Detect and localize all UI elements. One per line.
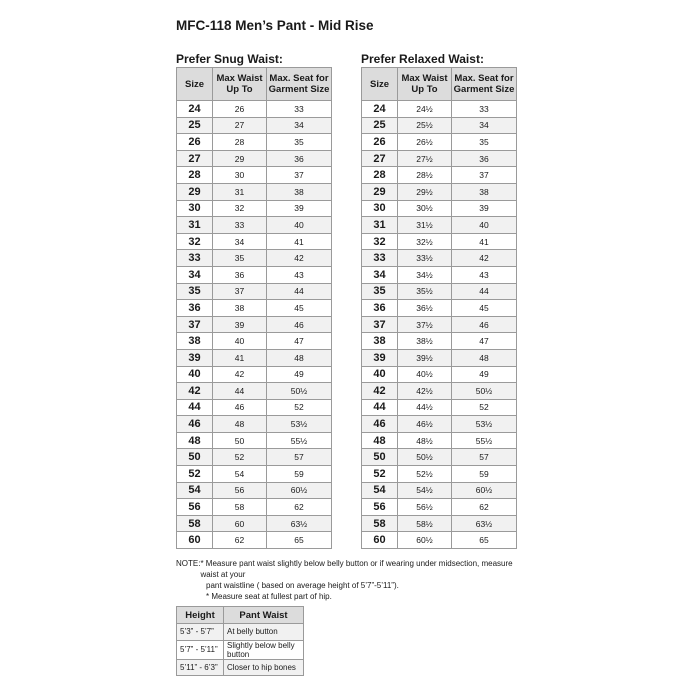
max-waist-cell: 31 [213, 183, 267, 200]
table-row [362, 250, 517, 267]
max-seat-cell: 41 [267, 233, 332, 250]
max-seat-cell: 39 [452, 200, 517, 217]
size-cell: 25 [177, 117, 213, 134]
max-seat-cell: 52 [452, 399, 517, 416]
size-cell: 36 [177, 300, 213, 317]
size-cell: 46 [177, 416, 213, 433]
max-waist-cell: 29½ [398, 183, 452, 200]
table-row [177, 466, 332, 483]
size-cell: 27 [362, 150, 398, 167]
table-row [362, 416, 517, 433]
size-cell: 30 [177, 200, 213, 217]
max-seat-cell: 42 [452, 250, 517, 267]
max-seat-cell: 60½ [267, 482, 332, 499]
table-row [362, 532, 517, 549]
table-row [362, 499, 517, 516]
max-seat-cell: 35 [267, 134, 332, 151]
table-row [177, 482, 332, 499]
max-seat-cell: 47 [452, 333, 517, 350]
max-seat-header: Max. Seat for Garment Size [267, 68, 332, 101]
max-waist-cell: 56½ [398, 499, 452, 516]
max-waist-cell: 40 [213, 333, 267, 350]
max-waist-cell: 37½ [398, 316, 452, 333]
note-line-2: pant waistline ( based on average height of 5’7”-5’11”). [206, 581, 399, 590]
max-waist-cell: 34 [213, 233, 267, 250]
height-cell: 5’7” - 5’11” [177, 640, 224, 659]
table-row [177, 117, 332, 134]
max-waist-cell: 36 [213, 266, 267, 283]
size-cell: 54 [177, 482, 213, 499]
max-waist-cell: 28 [213, 134, 267, 151]
max-waist-cell: 62 [213, 532, 267, 549]
max-waist-cell: 31½ [398, 217, 452, 234]
table-row [362, 383, 517, 400]
size-header: Size [177, 68, 213, 101]
max-seat-cell: 36 [267, 150, 332, 167]
size-cell: 26 [177, 134, 213, 151]
table-row [362, 183, 517, 200]
max-seat-cell: 38 [452, 183, 517, 200]
max-seat-cell: 44 [452, 283, 517, 300]
table-row [362, 466, 517, 483]
max-seat-cell: 59 [267, 466, 332, 483]
table-row [362, 300, 517, 317]
note-line-1: * Measure pant waist slightly below belly button or if wearing under midsection, measure waist at your [200, 559, 513, 579]
max-seat-cell: 48 [267, 349, 332, 366]
max-waist-cell: 34½ [398, 266, 452, 283]
max-seat-cell: 60½ [452, 482, 517, 499]
max-waist-cell: 50½ [398, 449, 452, 466]
size-cell: 38 [362, 333, 398, 350]
max-waist-cell: 44 [213, 383, 267, 400]
max-waist-cell: 58 [213, 499, 267, 516]
max-waist-cell: 39 [213, 316, 267, 333]
size-cell: 39 [177, 349, 213, 366]
max-seat-cell: 53½ [452, 416, 517, 433]
max-seat-cell: 36 [452, 150, 517, 167]
snug-section-title: Prefer Snug Waist: [176, 52, 283, 66]
table-row [177, 416, 332, 433]
size-cell: 42 [362, 383, 398, 400]
max-waist-header: Max Waist Up To [213, 68, 267, 101]
max-seat-cell: 37 [452, 167, 517, 184]
table-row [362, 432, 517, 449]
max-waist-cell: 60 [213, 515, 267, 532]
size-cell: 29 [177, 183, 213, 200]
max-seat-cell: 34 [452, 117, 517, 134]
size-cell: 56 [177, 499, 213, 516]
max-seat-cell: 55½ [452, 432, 517, 449]
max-waist-cell: 26½ [398, 134, 452, 151]
max-waist-cell: 54 [213, 466, 267, 483]
size-cell: 24 [177, 101, 213, 118]
table-row [362, 449, 517, 466]
table-row [177, 300, 332, 317]
size-cell: 58 [177, 515, 213, 532]
measurement-notes [176, 558, 521, 602]
table-row [177, 250, 332, 267]
table-row [362, 316, 517, 333]
max-waist-cell: 42½ [398, 383, 452, 400]
max-seat-cell: 46 [267, 316, 332, 333]
max-seat-cell: 49 [452, 366, 517, 383]
max-waist-cell: 38½ [398, 333, 452, 350]
table-row [362, 515, 517, 532]
max-waist-header: Max Waist Up To [398, 68, 452, 101]
table-row [362, 200, 517, 217]
size-cell: 36 [362, 300, 398, 317]
snug-size-table [176, 67, 332, 549]
size-cell: 26 [362, 134, 398, 151]
table-row [362, 283, 517, 300]
max-seat-cell: 45 [267, 300, 332, 317]
size-cell: 42 [177, 383, 213, 400]
max-seat-cell: 48 [452, 349, 517, 366]
size-cell: 31 [362, 217, 398, 234]
table-row [362, 482, 517, 499]
max-waist-cell: 48½ [398, 432, 452, 449]
table-row [177, 283, 332, 300]
size-cell: 31 [177, 217, 213, 234]
size-cell: 40 [177, 366, 213, 383]
table-row [177, 150, 332, 167]
max-waist-cell: 52½ [398, 466, 452, 483]
size-cell: 40 [362, 366, 398, 383]
max-waist-cell: 46 [213, 399, 267, 416]
max-seat-cell: 47 [267, 333, 332, 350]
size-cell: 46 [362, 416, 398, 433]
table-row [177, 399, 332, 416]
size-cell: 35 [177, 283, 213, 300]
max-waist-cell: 41 [213, 349, 267, 366]
max-waist-cell: 25½ [398, 117, 452, 134]
table-row [177, 134, 332, 151]
table-row [362, 134, 517, 151]
note-line-3: * Measure seat at fullest part of hip. [206, 592, 332, 601]
table-row [362, 217, 517, 234]
max-waist-cell: 56 [213, 482, 267, 499]
table-row [177, 183, 332, 200]
size-cell: 54 [362, 482, 398, 499]
size-cell: 56 [362, 499, 398, 516]
note-prefix: NOTE: [176, 559, 201, 568]
max-seat-cell: 42 [267, 250, 332, 267]
height-header: Height [177, 607, 224, 624]
max-waist-cell: 26 [213, 101, 267, 118]
max-waist-cell: 42 [213, 366, 267, 383]
max-seat-cell: 43 [452, 266, 517, 283]
max-waist-cell: 48 [213, 416, 267, 433]
header-row [362, 68, 517, 101]
table-row [177, 640, 304, 659]
table-row [362, 333, 517, 350]
max-waist-cell: 46½ [398, 416, 452, 433]
size-cell: 35 [362, 283, 398, 300]
table-row [177, 316, 332, 333]
max-waist-cell: 44½ [398, 399, 452, 416]
max-waist-cell: 60½ [398, 532, 452, 549]
max-seat-cell: 45 [452, 300, 517, 317]
max-waist-cell: 52 [213, 449, 267, 466]
max-seat-cell: 40 [452, 217, 517, 234]
table-row [362, 366, 517, 383]
table-row [177, 167, 332, 184]
max-seat-cell: 55½ [267, 432, 332, 449]
max-seat-cell: 53½ [267, 416, 332, 433]
height-cell: 5’3” - 5’7” [177, 624, 224, 641]
page-title: MFC-118 Men’s Pant - Mid Rise [176, 18, 374, 33]
max-waist-cell: 40½ [398, 366, 452, 383]
max-waist-cell: 39½ [398, 349, 452, 366]
size-cell: 33 [177, 250, 213, 267]
table-row [177, 659, 304, 676]
size-cell: 50 [177, 449, 213, 466]
size-cell: 50 [362, 449, 398, 466]
size-cell: 37 [177, 316, 213, 333]
max-seat-header: Max. Seat for Garment Size [452, 68, 517, 101]
table-row [177, 233, 332, 250]
pant-waist-cell: Slightly below belly button [224, 640, 304, 659]
max-seat-cell: 38 [267, 183, 332, 200]
size-cell: 39 [362, 349, 398, 366]
table-row [177, 624, 304, 641]
table-row [362, 233, 517, 250]
max-seat-cell: 62 [452, 499, 517, 516]
table-row [177, 499, 332, 516]
table-row [177, 383, 332, 400]
max-seat-cell: 63½ [267, 515, 332, 532]
size-cell: 24 [362, 101, 398, 118]
size-cell: 32 [362, 233, 398, 250]
size-cell: 28 [362, 167, 398, 184]
max-waist-cell: 33½ [398, 250, 452, 267]
table-row [177, 532, 332, 549]
table-row [362, 266, 517, 283]
relaxed-section-title: Prefer Relaxed Waist: [361, 52, 484, 66]
max-waist-cell: 54½ [398, 482, 452, 499]
table-row [177, 349, 332, 366]
table-row [177, 333, 332, 350]
max-seat-cell: 35 [452, 134, 517, 151]
size-cell: 33 [362, 250, 398, 267]
max-seat-cell: 44 [267, 283, 332, 300]
table-row [177, 217, 332, 234]
table-row [362, 117, 517, 134]
pant-waist-cell: At belly button [224, 624, 304, 641]
table-row [177, 449, 332, 466]
table-row [362, 167, 517, 184]
max-waist-cell: 38 [213, 300, 267, 317]
max-waist-cell: 32½ [398, 233, 452, 250]
size-cell: 28 [177, 167, 213, 184]
size-cell: 37 [362, 316, 398, 333]
size-cell: 29 [362, 183, 398, 200]
table-row [362, 150, 517, 167]
max-waist-cell: 24½ [398, 101, 452, 118]
pant-waist-cell: Closer to hip bones [224, 659, 304, 676]
max-seat-cell: 41 [452, 233, 517, 250]
size-cell: 60 [362, 532, 398, 549]
size-cell: 30 [362, 200, 398, 217]
size-cell: 52 [177, 466, 213, 483]
max-waist-cell: 28½ [398, 167, 452, 184]
max-seat-cell: 39 [267, 200, 332, 217]
header-row [177, 68, 332, 101]
max-waist-cell: 36½ [398, 300, 452, 317]
max-waist-cell: 30 [213, 167, 267, 184]
size-cell: 34 [362, 266, 398, 283]
max-seat-cell: 40 [267, 217, 332, 234]
max-seat-cell: 49 [267, 366, 332, 383]
pant-waist-header: Pant Waist [224, 607, 304, 624]
table-row [177, 101, 332, 118]
height-cell: 5’11” - 6’3” [177, 659, 224, 676]
max-seat-cell: 50½ [452, 383, 517, 400]
size-cell: 32 [177, 233, 213, 250]
max-waist-cell: 35½ [398, 283, 452, 300]
table-row [177, 200, 332, 217]
table-row [177, 432, 332, 449]
size-cell: 34 [177, 266, 213, 283]
max-seat-cell: 65 [452, 532, 517, 549]
max-seat-cell: 43 [267, 266, 332, 283]
max-seat-cell: 37 [267, 167, 332, 184]
max-seat-cell: 50½ [267, 383, 332, 400]
table-row [177, 515, 332, 532]
table-row [362, 101, 517, 118]
header-row [177, 607, 304, 624]
max-waist-cell: 27½ [398, 150, 452, 167]
max-seat-cell: 46 [452, 316, 517, 333]
max-seat-cell: 57 [452, 449, 517, 466]
max-waist-cell: 27 [213, 117, 267, 134]
max-waist-cell: 30½ [398, 200, 452, 217]
max-seat-cell: 34 [267, 117, 332, 134]
max-waist-cell: 37 [213, 283, 267, 300]
max-seat-cell: 62 [267, 499, 332, 516]
size-cell: 48 [177, 432, 213, 449]
max-waist-cell: 33 [213, 217, 267, 234]
table-row [362, 349, 517, 366]
max-waist-cell: 29 [213, 150, 267, 167]
table-row [177, 366, 332, 383]
max-seat-cell: 57 [267, 449, 332, 466]
height-waist-table [176, 606, 304, 676]
size-cell: 27 [177, 150, 213, 167]
size-cell: 58 [362, 515, 398, 532]
size-cell: 38 [177, 333, 213, 350]
max-waist-cell: 35 [213, 250, 267, 267]
max-seat-cell: 63½ [452, 515, 517, 532]
max-waist-cell: 58½ [398, 515, 452, 532]
size-cell: 60 [177, 532, 213, 549]
size-cell: 44 [362, 399, 398, 416]
max-seat-cell: 52 [267, 399, 332, 416]
max-waist-cell: 32 [213, 200, 267, 217]
table-row [362, 399, 517, 416]
max-seat-cell: 65 [267, 532, 332, 549]
size-cell: 52 [362, 466, 398, 483]
size-cell: 25 [362, 117, 398, 134]
max-seat-cell: 59 [452, 466, 517, 483]
max-seat-cell: 33 [452, 101, 517, 118]
max-seat-cell: 33 [267, 101, 332, 118]
table-row [177, 266, 332, 283]
size-header: Size [362, 68, 398, 101]
relaxed-size-table [361, 67, 517, 549]
size-cell: 44 [177, 399, 213, 416]
size-cell: 48 [362, 432, 398, 449]
max-waist-cell: 50 [213, 432, 267, 449]
